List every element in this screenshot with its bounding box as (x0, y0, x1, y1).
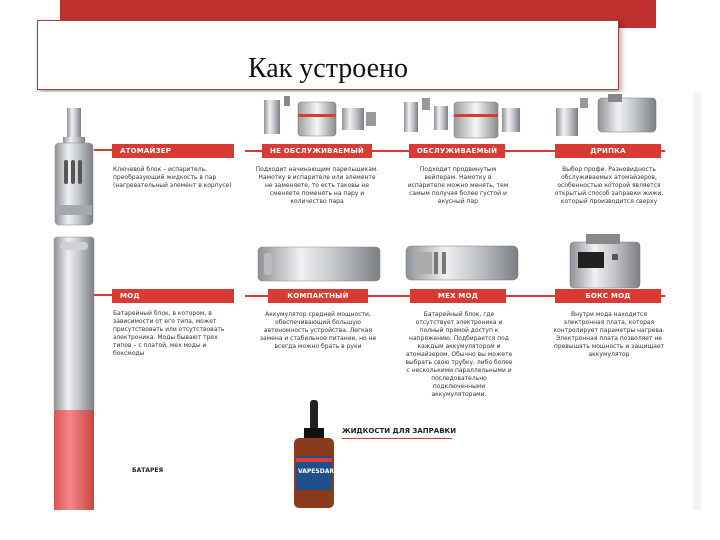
mod-description: Батарейный блок, в котором, в зависимости от его типа, может присутствовать или отсутствовать электроника. Моды бывают трех типов – с платой, мех моды и боксмоды (113, 310, 225, 357)
card-dripka-header: ДРИПКА (555, 144, 661, 158)
card-mechmod-header: МЕХ МОД (410, 289, 506, 303)
battery-label: БАТАРЕЯ (132, 467, 164, 474)
card-nonserviceable-header: НЕ ОБСЛУЖИВАЕМЫЙ (262, 144, 372, 158)
box-mod-image (568, 234, 648, 290)
mod-header: МОД (112, 289, 234, 303)
card-serviceable-header: ОБСЛУЖИВАЕМЫЙ (409, 144, 505, 158)
dripka-atomizer-image (552, 94, 662, 144)
card-compact-text: Аккумулятор средней мощности, обеспечивающий большую автономность устройства. Легкая замена и стабильное питание, но не всегда можно брать в руки (259, 311, 377, 350)
serviceable-atomizer-image (400, 94, 530, 144)
card-boxmod-header: БОКС МОД (555, 289, 661, 303)
nonserviceable-atomizer-image (258, 94, 388, 144)
compact-mod-image (256, 241, 386, 287)
card-boxmod-text: Внутри мода находится электронная плата, которая контролирует параметры нагрева. Электронная плата позволяет не превышать мощность и защищает аккумулятор (553, 311, 665, 358)
card-compact-header: КОМПАКТНЫЙ (268, 289, 368, 303)
card-nonserviceable-text: Подходит начинающим парильщикам. Намотку в испарителе или элементе не заменяете, то есть таковы не сменяете поменять на пару и количество пара (255, 166, 379, 205)
mech-mod-image (404, 238, 524, 288)
bottle-label: VAPESDAR (298, 468, 334, 475)
liquid-underline (342, 438, 452, 439)
atomizer-header: АТОМАЙЗЕР (112, 144, 234, 158)
liquid-bottle-image (290, 400, 340, 510)
page-title: Как устроено (247, 53, 409, 84)
card-serviceable-text: Подходит продвинутым вейперам. Намотку в испарителе можно менять, тем самым получая более густой и вкусный пар (407, 166, 509, 205)
card-mechmod-text: Батарейный блок, где отсутствует электроника и полный прямой доступ к напряжению. Подбирается под каждым аккумулятором и атомайзером. Обычно вы можете выбрать свою трубку, либо более с несколькими параллельными и последовательно подключенными аккумуляторами. (405, 311, 513, 398)
atomizer-description: Ключевой блок – испаритель, преобразующий жидкость в пар (нагревательный элемент в корпусе) (113, 166, 232, 189)
card-dripka-text: Выбор профи. Разновидность обслуживаемых атомайзеров, особенностью которой является открытый способ заправки жижи, который производится сверху (554, 166, 664, 205)
liquid-header: ЖИДКОСТИ ДЛЯ ЗАПРАВКИ (342, 427, 457, 435)
